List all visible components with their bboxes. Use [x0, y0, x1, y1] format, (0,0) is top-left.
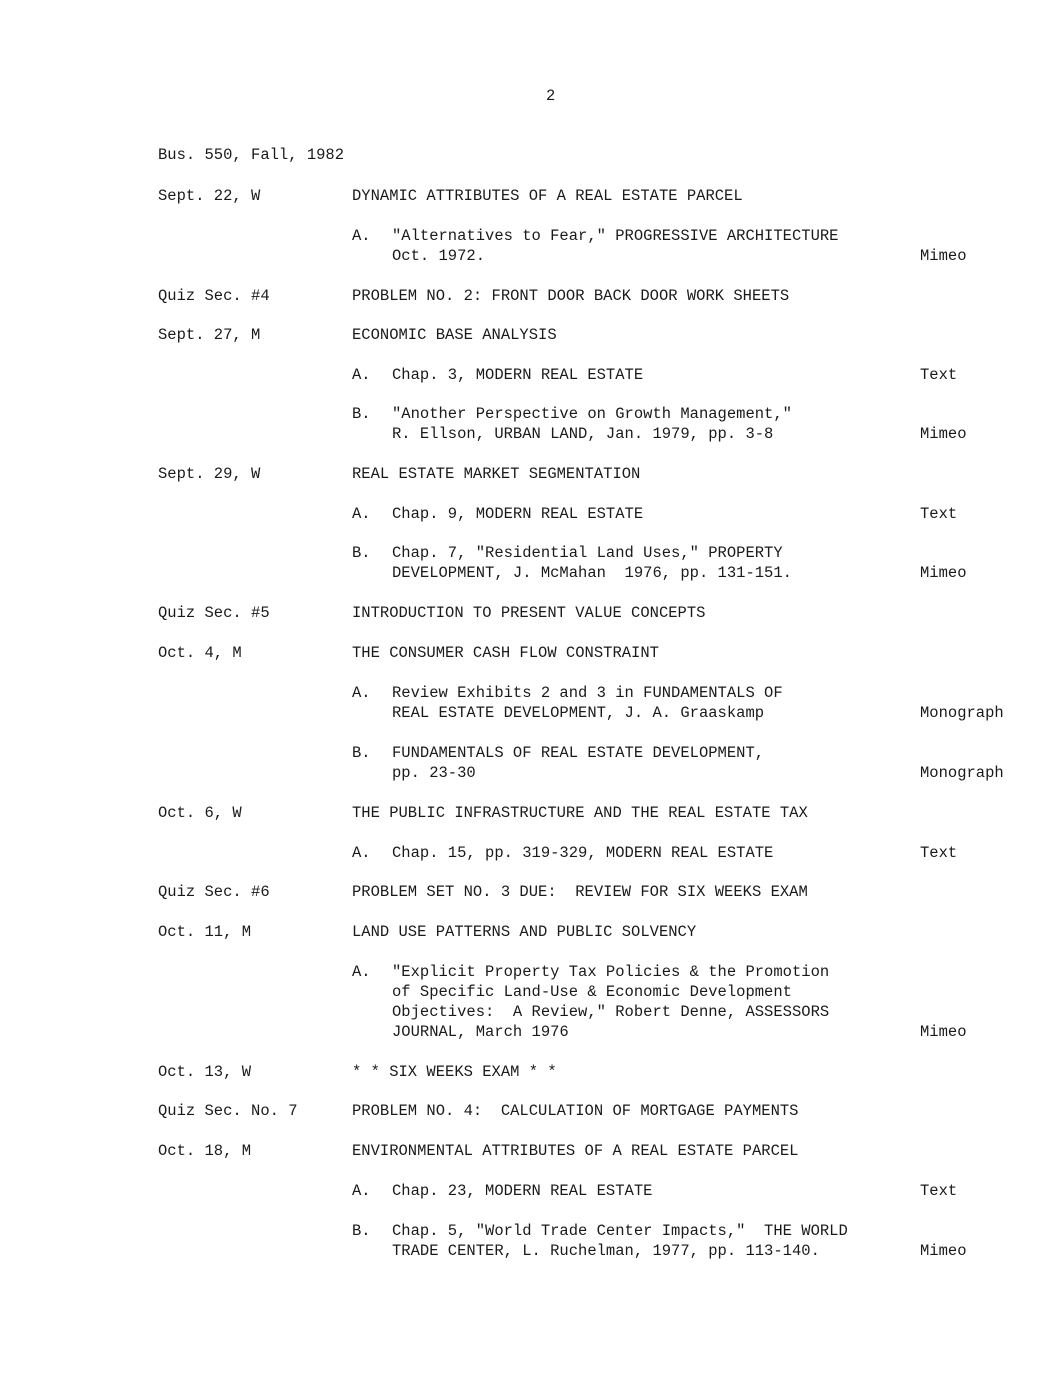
reading-line: "Alternatives to Fear," PROGRESSIVE ARCHITECTURE [392, 227, 839, 245]
schedule-topic: PROBLEM SET NO. 3 DUE: REVIEW FOR SIX WEEKS EXAM [352, 883, 808, 901]
reading-line: REAL ESTATE DEVELOPMENT, J. A. Graaskamp [392, 704, 765, 722]
reading-line: FUNDAMENTALS OF REAL ESTATE DEVELOPMENT, [392, 744, 765, 762]
reading-letter: B. [352, 744, 371, 762]
course-header: Bus. 550, Fall, 1982 [158, 146, 345, 164]
reading-line: Chap. 9, MODERN REAL ESTATE [392, 505, 644, 523]
reading-letter: B. [352, 405, 371, 423]
page-number: 2 [546, 87, 556, 105]
schedule-date: Sept. 27, M [158, 326, 261, 344]
reading-line: Oct. 1972. [392, 247, 486, 265]
schedule-topic: ECONOMIC BASE ANALYSIS [352, 326, 557, 344]
schedule-topic: ENVIRONMENTAL ATTRIBUTES OF A REAL ESTATE PARCEL [352, 1142, 799, 1160]
schedule-date: Sept. 29, W [158, 465, 261, 483]
reading-line: pp. 23-30 [392, 764, 476, 782]
reading-line: "Another Perspective on Growth Management," [392, 405, 792, 423]
reading-letter: A. [352, 505, 371, 523]
reading-source: Text [920, 366, 958, 384]
schedule-date: Oct. 13, W [158, 1063, 252, 1081]
schedule-topic: REAL ESTATE MARKET SEGMENTATION [352, 465, 641, 483]
reading-source: Text [920, 505, 958, 523]
reading-letter: B. [352, 544, 371, 562]
reading-line: R. Ellson, URBAN LAND, Jan. 1979, pp. 3-8 [392, 425, 774, 443]
schedule-date: Sept. 22, W [158, 187, 261, 205]
reading-letter: A. [352, 963, 371, 981]
reading-line: Chap. 23, MODERN REAL ESTATE [392, 1182, 653, 1200]
reading-source: Monograph [920, 704, 1004, 722]
schedule-topic: THE CONSUMER CASH FLOW CONSTRAINT [352, 644, 659, 662]
reading-line: JOURNAL, March 1976 [392, 1023, 569, 1041]
schedule-date: Oct. 6, W [158, 804, 242, 822]
reading-letter: A. [352, 227, 371, 245]
reading-source: Mimeo [920, 425, 967, 443]
reading-source: Text [920, 844, 958, 862]
schedule-topic: THE PUBLIC INFRASTRUCTURE AND THE REAL ESTATE TAX [352, 804, 808, 822]
schedule-date: Quiz Sec. #6 [158, 883, 270, 901]
reading-source: Mimeo [920, 1023, 967, 1041]
schedule-topic: * * SIX WEEKS EXAM * * [352, 1063, 557, 1081]
reading-letter: A. [352, 366, 371, 384]
schedule-topic: PROBLEM NO. 4: CALCULATION OF MORTGAGE PAYMENTS [352, 1102, 799, 1120]
reading-letter: A. [352, 1182, 371, 1200]
schedule-topic: DYNAMIC ATTRIBUTES OF A REAL ESTATE PARCEL [352, 187, 743, 205]
reading-line: Objectives: A Review," Robert Denne, ASSESSORS [392, 1003, 830, 1021]
reading-letter: B. [352, 1222, 371, 1240]
schedule-date: Oct. 4, M [158, 644, 242, 662]
reading-line: Chap. 5, "World Trade Center Impacts," THE WORLD [392, 1222, 848, 1240]
reading-line: Chap. 7, "Residential Land Uses," PROPERTY [392, 544, 783, 562]
schedule-date: Oct. 18, M [158, 1142, 252, 1160]
schedule-topic: PROBLEM NO. 2: FRONT DOOR BACK DOOR WORK SHEETS [352, 287, 790, 305]
reading-letter: A. [352, 684, 371, 702]
schedule-topic: INTRODUCTION TO PRESENT VALUE CONCEPTS [352, 604, 706, 622]
reading-line: Chap. 3, MODERN REAL ESTATE [392, 366, 644, 384]
reading-letter: A. [352, 844, 371, 862]
reading-source: Mimeo [920, 247, 967, 265]
reading-line: Review Exhibits 2 and 3 in FUNDAMENTALS OF [392, 684, 783, 702]
reading-line: Chap. 15, pp. 319-329, MODERN REAL ESTATE [392, 844, 774, 862]
schedule-date: Quiz Sec. #5 [158, 604, 270, 622]
schedule-date: Quiz Sec. #4 [158, 287, 270, 305]
reading-source: Mimeo [920, 1242, 967, 1260]
reading-line: TRADE CENTER, L. Ruchelman, 1977, pp. 113-140. [392, 1242, 820, 1260]
reading-source: Mimeo [920, 564, 967, 582]
reading-source: Monograph [920, 764, 1004, 782]
schedule-topic: LAND USE PATTERNS AND PUBLIC SOLVENCY [352, 923, 697, 941]
schedule-date: Oct. 11, M [158, 923, 252, 941]
reading-line: of Specific Land-Use & Economic Development [392, 983, 792, 1001]
reading-line: DEVELOPMENT, J. McMahan 1976, pp. 131-151. [392, 564, 792, 582]
reading-source: Text [920, 1182, 958, 1200]
schedule-date: Quiz Sec. No. 7 [158, 1102, 298, 1120]
reading-line: "Explicit Property Tax Policies & the Promotion [392, 963, 830, 981]
